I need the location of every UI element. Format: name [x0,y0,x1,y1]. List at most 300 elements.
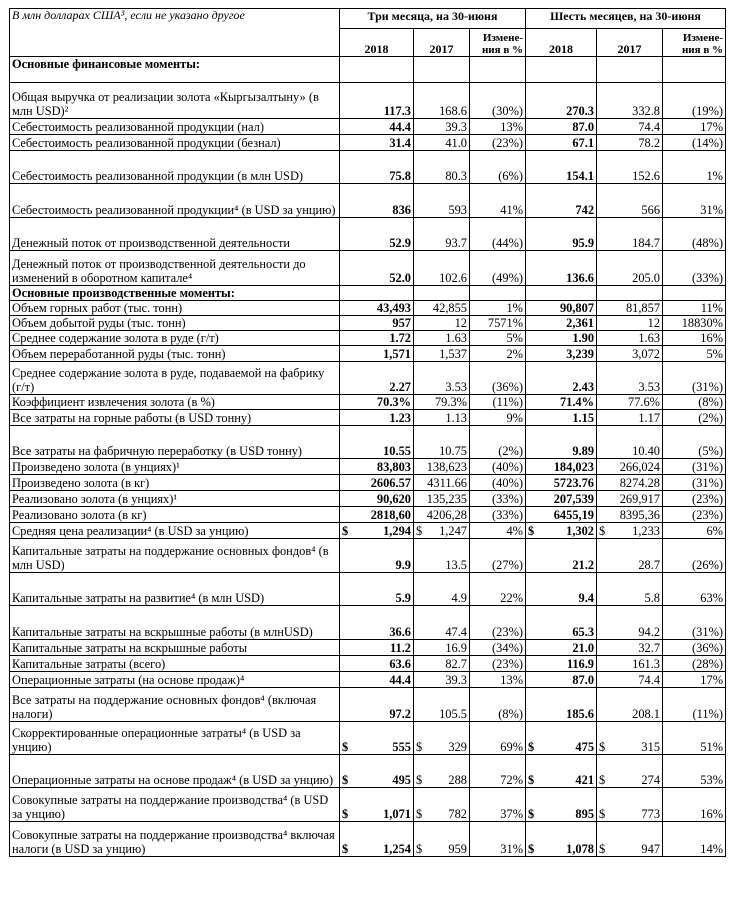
value-2017-3m [414,523,470,539]
cell-value: (6%) [498,169,524,183]
empty-cell [414,57,470,83]
cell-value: 72% [500,773,524,787]
cell-value: 94.2 [638,625,661,639]
cell-value: 16% [700,331,724,345]
row-label: Объем добытой руды (тыс. тонн) [10,316,340,331]
row-label: Себестоимость реализованной продукции (нал) [10,119,340,135]
row-label: Совокупные затраты на поддержание производства⁴ включая налоги (в USD за унцию) [10,822,340,857]
change-3m [470,755,526,788]
cell-value: 5% [706,347,724,361]
value-2017-3m [414,573,470,606]
row-label: Капитальные затраты на вскрышные работы [10,640,340,656]
currency-symbol: $ [599,773,606,787]
empty-cell [663,57,726,83]
currency-symbol: $ [416,773,423,787]
value-2017-3m [414,395,470,410]
currency-symbol: $ [528,524,535,538]
change-6m [663,346,726,362]
row-label: Капитальные затраты на вскрышные работы (в млнUSD) [10,606,340,640]
change-6m [663,316,726,331]
value-2018-6m [526,151,597,184]
cell-value: 79.3% [434,395,467,409]
value-2017-6m [597,301,663,316]
cell-value: 7571% [487,316,524,330]
value-2018-3m [340,251,414,286]
change-6m [663,656,726,672]
cell-value: 1,254 [383,842,411,856]
value-2017-6m [597,410,663,426]
value-2017-3m [414,251,470,286]
cell-value: 895 [575,807,595,821]
cell-value: 36.6 [389,625,411,639]
table-row [10,640,726,656]
change-3m [470,362,526,395]
cell-value: (40%) [492,460,524,474]
cell-value: 1,571 [383,347,411,361]
value-2018-6m [526,640,597,656]
table-row [10,672,726,688]
cell-value: (48%) [692,236,724,250]
period-3m-header: Три месяца, на 30-июня [340,9,526,29]
cell-value: (26%) [692,558,724,572]
change-3m [470,822,526,857]
empty-cell [526,57,597,83]
value-2018-6m [526,491,597,507]
cell-value: 1,071 [383,807,411,821]
row-label: Произведено золота (в кг) [10,475,340,491]
cell-value: 41.0 [445,136,467,150]
cell-value: 9.89 [572,444,595,458]
cell-value: 138,623 [426,460,467,474]
row-label: Реализовано золота (в кг) [10,507,340,523]
cell-value: 75.8 [389,169,411,183]
currency-symbol: $ [528,740,535,754]
cell-value: 2.43 [572,380,595,394]
value-2018-6m [526,788,597,822]
empty-cell [470,57,526,83]
change-3m [470,507,526,523]
cell-value: 14% [700,842,724,856]
cell-value: 3.53 [638,380,661,394]
cell-value: 185.6 [566,707,595,721]
cell-value: (5%) [698,444,724,458]
change-6m [663,426,726,459]
cell-value: 52.0 [389,271,411,285]
change-3m [470,316,526,331]
cell-value: 1.15 [572,411,595,425]
cell-value: 13% [500,673,524,687]
value-2018-3m [340,672,414,688]
value-2018-6m [526,523,597,539]
value-2017-3m [414,459,470,475]
cell-value: 83,803 [376,460,411,474]
cell-value: 97.2 [389,707,411,721]
currency-symbol: $ [342,807,349,821]
change-6m [663,184,726,218]
currency-symbol: $ [416,740,423,754]
value-2017-6m [597,395,663,410]
cell-value: 16% [700,807,724,821]
cell-value: 52.9 [389,236,411,250]
value-2018-3m [340,539,414,573]
change-6m [663,606,726,640]
row-label: Объем горных работ (тыс. тонн) [10,301,340,316]
cell-value: 168.6 [439,104,467,118]
cell-value: 12 [454,316,467,330]
value-2017-3m [414,722,470,755]
table-row [10,788,726,822]
value-2017-3m [414,788,470,822]
cell-value: (23%) [492,657,524,671]
value-2017-6m [597,331,663,346]
empty-cell [470,286,526,301]
cell-value: 136.6 [566,271,595,285]
cell-value: 836 [392,203,411,217]
value-2018-6m [526,346,597,362]
cell-value: 10.75 [439,444,467,458]
cell-value: 2606.57 [370,476,411,490]
row-label: Денежный поток от производственной деятельности до изменений в оборотном капитале⁴ [10,251,340,286]
change-3m [470,672,526,688]
table-row [10,395,726,410]
cell-value: 555 [392,740,411,754]
value-2017-6m [597,788,663,822]
row-label: Средняя цена реализации⁴ (в USD за унцию) [10,523,340,539]
value-2017-6m [597,656,663,672]
value-2017-3m [414,491,470,507]
change-3m [470,251,526,286]
cell-value: 288 [448,773,467,787]
value-2018-6m [526,331,597,346]
cell-value: 2818,60 [370,508,411,522]
value-2017-6m [597,672,663,688]
change-6m [663,410,726,426]
cell-value: (8%) [498,707,524,721]
cell-value: 63.6 [389,657,411,671]
row-label: Операционные затраты на основе продаж⁴ (в USD за унцию) [10,755,340,788]
cell-value: 69% [500,740,524,754]
value-2018-6m [526,395,597,410]
value-2018-3m [340,688,414,722]
value-2018-3m [340,218,414,251]
value-2017-3m [414,640,470,656]
value-2017-6m [597,119,663,135]
value-2018-6m [526,822,597,857]
value-2017-6m [597,459,663,475]
cell-value: 9.9 [395,558,411,572]
change-3m [470,539,526,573]
cell-value: 135,235 [426,492,467,506]
cell-value: 74.4 [638,673,661,687]
cell-value: 43,493 [376,301,411,315]
change-6m [663,573,726,606]
currency-symbol: $ [416,842,423,856]
change-6m [663,301,726,316]
value-2018-6m [526,316,597,331]
cell-value: 332.8 [632,104,661,118]
cell-value: 90,620 [376,492,411,506]
change-3m [470,83,526,119]
cell-value: 53% [700,773,724,787]
cell-value: 782 [448,807,467,821]
value-2017-6m [597,218,663,251]
cell-value: 9.4 [578,591,595,605]
value-2018-3m [340,573,414,606]
value-2018-3m [340,301,414,316]
cell-value: 41% [500,203,524,217]
cell-value: 207,539 [553,492,595,506]
cell-value: 205.0 [632,271,661,285]
value-2018-6m [526,722,597,755]
value-2017-3m [414,507,470,523]
value-2017-6m [597,362,663,395]
change-3m [470,656,526,672]
year-2018-3m: 2018 [340,29,414,57]
cell-value: (33%) [692,271,724,285]
value-2018-6m [526,507,597,523]
cell-value: 4% [506,524,524,538]
cell-value: 4206,28 [426,508,467,522]
cell-value: 270.3 [566,104,595,118]
row-label: Все затраты на фабричную переработку (в USD тонну) [10,426,340,459]
cell-value: 2,361 [566,316,595,330]
cell-value: 71.4% [559,395,595,409]
value-2017-6m [597,151,663,184]
change-6m [663,83,726,119]
cell-value: (27%) [492,558,524,572]
change-6m [663,507,726,523]
cell-value: (34%) [492,641,524,655]
cell-value: 117.3 [383,104,411,118]
cell-value: (23%) [692,492,724,506]
cell-value: 65.3 [572,625,595,639]
currency-symbol: $ [599,807,606,821]
cell-value: 1.23 [389,411,411,425]
cell-value: (33%) [492,508,524,522]
change-3m [470,606,526,640]
value-2018-6m [526,362,597,395]
table-row [10,656,726,672]
cell-value: 82.7 [445,657,467,671]
value-2018-3m [340,119,414,135]
change-3m [470,119,526,135]
change-3m [470,301,526,316]
cell-value: 8274.28 [619,476,661,490]
cell-value: 3.53 [445,380,467,394]
cell-value: 81,857 [625,301,661,315]
cell-value: (30%) [492,104,524,118]
cell-value: 87.0 [572,120,595,134]
value-2017-6m [597,184,663,218]
row-label: Капитальные затраты (всего) [10,656,340,672]
change-6m [663,523,726,539]
cell-value: (14%) [692,136,724,150]
value-2018-6m [526,656,597,672]
cell-value: (36%) [492,380,524,394]
change-3m [470,135,526,151]
cell-value: 31.4 [389,136,411,150]
cell-value: 13.5 [445,558,467,572]
table-row [10,475,726,491]
cell-value: 32.7 [638,641,661,655]
value-2018-3m [340,491,414,507]
row-label: Себестоимость реализованной продукции⁴ (в USD за унцию) [10,184,340,218]
cell-value: 11% [700,301,724,315]
empty-cell [526,286,597,301]
currency-symbol: $ [528,807,535,821]
cell-value: 39.3 [445,673,467,687]
change-3m [470,475,526,491]
cell-value: (49%) [492,271,524,285]
value-2017-6m [597,507,663,523]
value-2018-3m [340,523,414,539]
cell-value: (44%) [492,236,524,250]
cell-value: 208.1 [632,707,661,721]
table-row [10,151,726,184]
cell-value: (33%) [492,492,524,506]
empty-cell [340,286,414,301]
cell-value: (11%) [692,707,724,721]
year-2017-6m: 2017 [597,29,663,57]
currency-symbol: $ [342,773,349,787]
change-6m [663,539,726,573]
table-row [10,251,726,286]
cell-value: 957 [392,316,411,330]
change-3m [470,184,526,218]
cell-value: 566 [641,203,661,217]
value-2017-6m [597,688,663,722]
value-2017-3m [414,656,470,672]
table-row [10,755,726,788]
cell-value: (23%) [692,508,724,522]
value-2018-6m [526,459,597,475]
currency-symbol: $ [528,773,535,787]
change-header-6m: Измене-ния в % [663,29,726,57]
cell-value: 28.7 [638,558,661,572]
value-2018-6m [526,218,597,251]
value-2017-3m [414,184,470,218]
cell-value: (31%) [692,380,724,394]
cell-value: (19%) [692,104,724,118]
currency-symbol: $ [416,807,423,821]
row-label: Общая выручка от реализации золота «Кыргызалтыну» (в млн USD)² [10,83,340,119]
value-2017-3m [414,426,470,459]
value-2017-6m [597,573,663,606]
cell-value: (36%) [692,641,724,655]
value-2018-6m [526,184,597,218]
value-2018-6m [526,539,597,573]
value-2017-3m [414,135,470,151]
change-3m [470,523,526,539]
change-6m [663,331,726,346]
empty-cell [663,286,726,301]
row-label: Коэффициент извлечения золота (в %) [10,395,340,410]
cell-value: 31% [500,842,524,856]
table-row [10,316,726,331]
cell-value: (11%) [492,395,524,409]
cell-value: 161.3 [632,657,661,671]
change-6m [663,672,726,688]
value-2018-3m [340,151,414,184]
year-2017-3m: 2017 [414,29,470,57]
table-row [10,507,726,523]
cell-value: 495 [392,773,411,787]
value-2018-3m [340,459,414,475]
cell-value: 70.3% [376,395,411,409]
table-row [10,184,726,218]
cell-value: 959 [448,842,467,856]
value-2018-6m [526,573,597,606]
change-6m [663,755,726,788]
cell-value: 421 [575,773,595,787]
value-2018-3m [340,475,414,491]
value-2018-6m [526,475,597,491]
value-2017-3m [414,606,470,640]
table-row [10,822,726,857]
cell-value: 1.72 [389,331,411,345]
value-2017-3m [414,410,470,426]
table-row [10,491,726,507]
value-2017-6m [597,251,663,286]
cell-value: 80.3 [445,169,467,183]
table-row [10,346,726,362]
value-2018-6m [526,755,597,788]
value-2018-6m [526,672,597,688]
value-2018-6m [526,410,597,426]
row-label: Себестоимость реализованной продукции (в млн USD) [10,151,340,184]
change-6m [663,822,726,857]
cell-value: 39.3 [445,120,467,134]
value-2017-3m [414,475,470,491]
currency-symbol: $ [528,842,535,856]
change-3m [470,426,526,459]
currency-symbol: $ [599,740,606,754]
cell-value: 184,023 [553,460,595,474]
header-row-periods [10,9,726,29]
cell-value: 773 [641,807,661,821]
cell-value: 18830% [681,316,724,330]
cell-value: 269,917 [619,492,661,506]
section-row-financial [10,57,726,83]
cell-value: 13% [500,120,524,134]
cell-value: 154.1 [566,169,595,183]
value-2017-3m [414,316,470,331]
value-2018-3m [340,410,414,426]
value-2018-3m [340,507,414,523]
value-2017-6m [597,426,663,459]
value-2018-3m [340,656,414,672]
cell-value: 22% [500,591,524,605]
change-3m [470,459,526,475]
change-3m [470,395,526,410]
value-2017-3m [414,688,470,722]
cell-value: (28%) [692,657,724,671]
value-2018-3m [340,395,414,410]
value-2017-6m [597,83,663,119]
cell-value: (40%) [492,476,524,490]
cell-value: 74.4 [638,120,661,134]
cell-value: 274 [641,773,661,787]
value-2017-3m [414,539,470,573]
cell-value: 31% [700,203,724,217]
table-row [10,459,726,475]
results-table [9,8,726,857]
value-2017-6m [597,640,663,656]
cell-value: 266,024 [619,460,661,474]
value-2018-6m [526,688,597,722]
table-row [10,135,726,151]
change-3m [470,410,526,426]
